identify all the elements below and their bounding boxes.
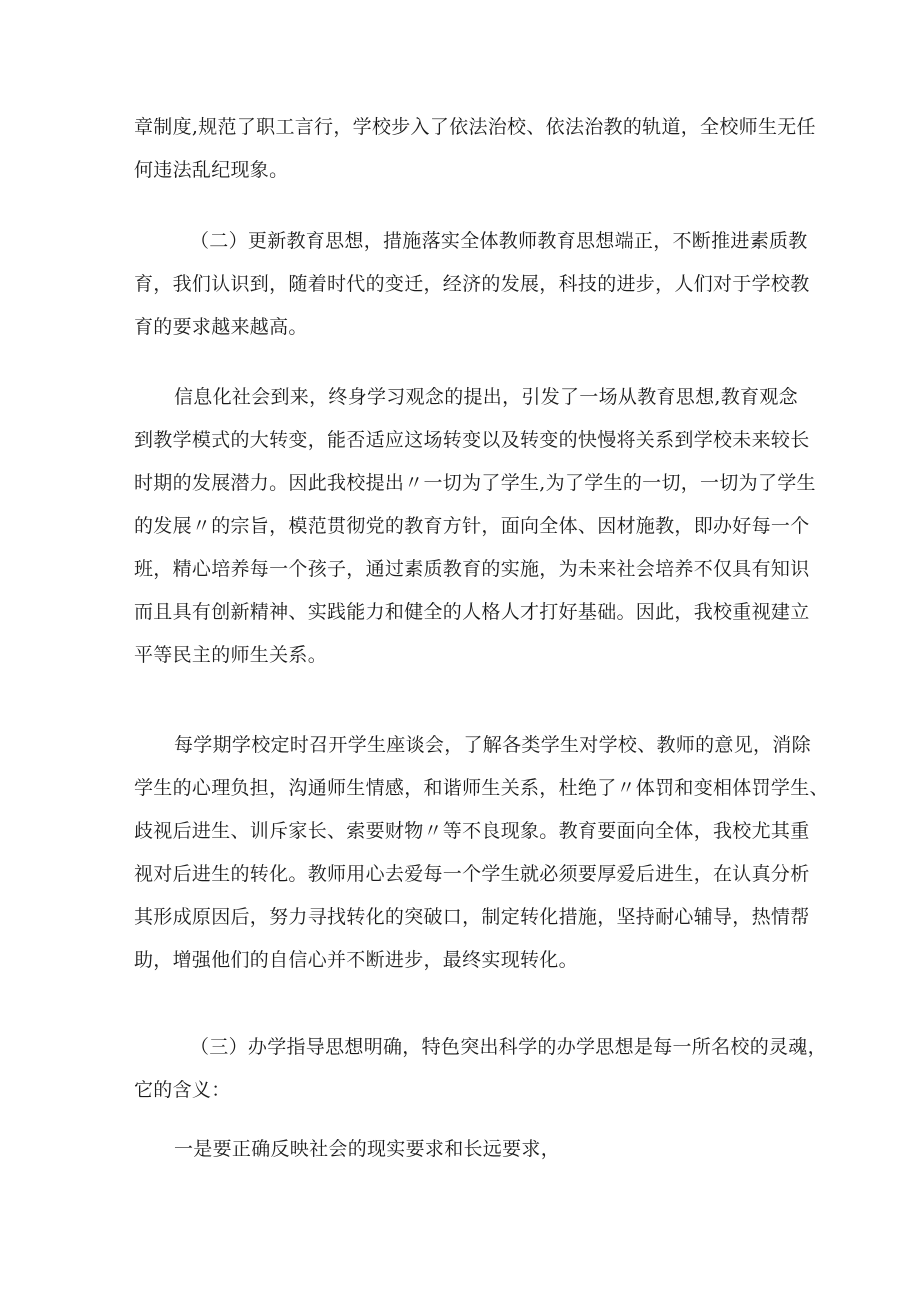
- paragraph-line: （三）办学指导思想明确，特色突出科学的办学思想是每一所名校的灵魂，: [190, 1036, 827, 1058]
- paragraph-information-society: [134, 376, 816, 677]
- paragraph-line: （二）更新教育思想，措施落实全体教师教育思想端正，不断推进素质教: [190, 230, 808, 252]
- paragraph-line: 其形成原因后，努力寻找转化的突破口，制定转化措施，坚持耐心辅导，热情帮: [134, 906, 810, 928]
- paragraph-line: 视对后进生的转化。教师用心去爱每一个学生就必须要厚爱后进生，在认真分析: [134, 863, 810, 885]
- paragraph-line: 何违法乱纪现象。: [134, 159, 289, 181]
- paragraph-line: 助，增强他们的自信心并不断进步，最终实现转化。: [134, 949, 578, 971]
- paragraph-point-one: [134, 1128, 794, 1171]
- paragraph-student-forum: [134, 724, 829, 982]
- paragraph-section-two-heading: [134, 220, 810, 349]
- paragraph-line: 平等民主的师生关系。: [134, 644, 328, 666]
- paragraph-line: 班，精心培养每一个孩子，通过素质教育的实施，为未来社会培养不仅具有知识: [134, 558, 810, 580]
- paragraph-line: 育，我们认识到，随着时代的变迁，经济的发展，科技的进步，人们对于学校教: [134, 273, 810, 295]
- paragraph-line: 它的含义：: [134, 1079, 231, 1101]
- paragraph-line: 的发展〃的宗旨，模范贯彻党的教育方针，面向全体、因材施教，即办好每一个: [134, 515, 810, 537]
- paragraph-line: 学生的心理负担，沟通师生情感，和谐师生关系，杜绝了〃体罚和变相体罚学生、: [134, 777, 829, 799]
- paragraph-line: 歧视后进生、训斥家长、索要财物〃等不良现象。教育要面向全体，我校尤其重: [134, 820, 810, 842]
- paragraph-line: 时期的发展潜力。因此我校提出〃一切为了学生,为了学生的一切，一切为了学生: [134, 472, 816, 494]
- paragraph-line: 章制度,规范了职工言行，学校步入了依法治校、依法治教的轨道，全校师生无任: [134, 116, 816, 138]
- paragraph-rules-conduct: [134, 106, 816, 192]
- paragraph-line: 信息化社会到来，终身学习观念的提出，引发了一场从教育思想,教育观念: [174, 386, 798, 408]
- paragraph-section-three-heading: [134, 1026, 827, 1112]
- paragraph-line: 每学期学校定时召开学生座谈会，了解各类学生对学校、教师的意见，消除: [174, 734, 811, 756]
- paragraph-line: 一是要正确反映社会的现实要求和长远要求，: [174, 1138, 561, 1160]
- paragraph-line: 到教学模式的大转变，能否适应这场转变以及转变的快慢将关系到学校未来较长: [134, 429, 810, 451]
- paragraph-line: 而且具有创新精神、实践能力和健全的人格人才打好基础。因此，我校重视建立: [134, 601, 810, 623]
- paragraph-line: 育的要求越来越高。: [134, 316, 308, 338]
